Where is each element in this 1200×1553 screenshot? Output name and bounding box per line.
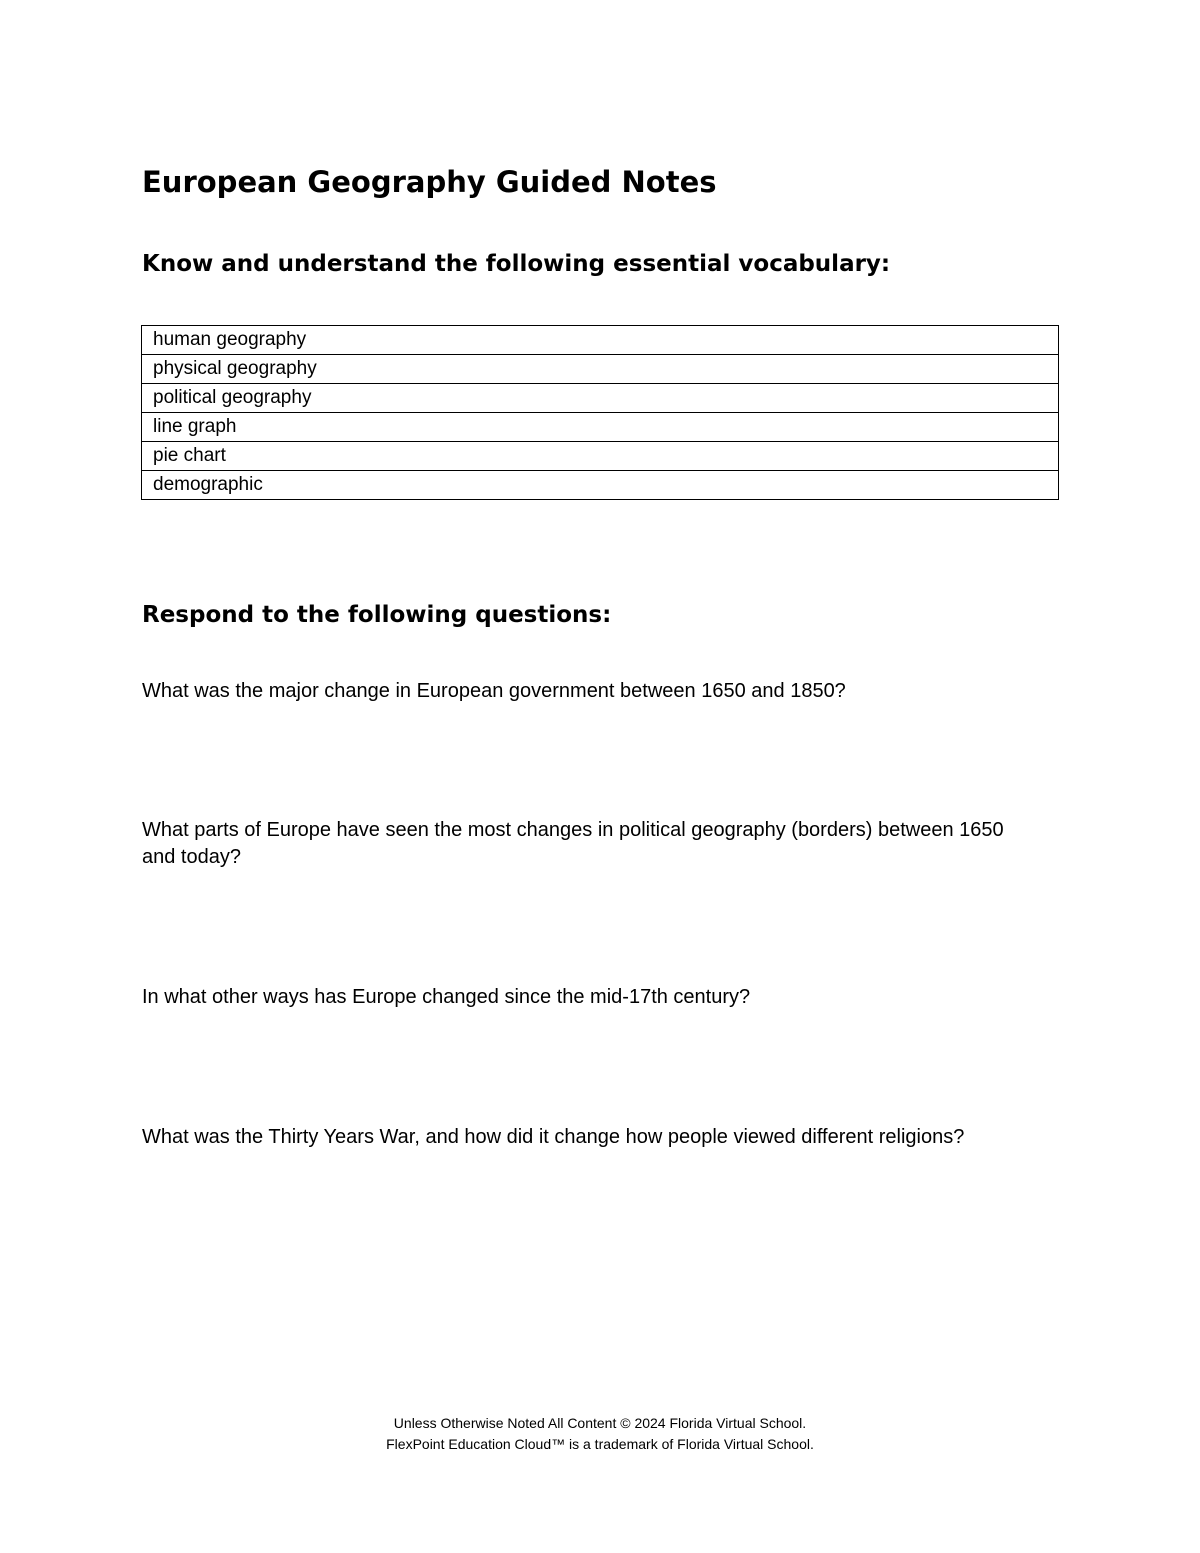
vocabulary-heading: Know and understand the following essential vocabulary: xyxy=(142,251,891,277)
page-title: European Geography Guided Notes xyxy=(142,165,717,199)
vocabulary-row xyxy=(142,471,1059,500)
question-2: What parts of Europe have seen the most changes in political geography (borders) between 1650 and today? xyxy=(142,819,1004,868)
vocabulary-row xyxy=(142,355,1059,384)
vocabulary-row xyxy=(142,442,1059,471)
vocabulary-term: human geography xyxy=(142,326,1059,355)
vocabulary-term: physical geography xyxy=(142,355,1059,384)
page-footer xyxy=(0,1413,1200,1455)
questions-heading: Respond to the following questions: xyxy=(142,602,612,628)
vocabulary-row xyxy=(142,384,1059,413)
footer-trademark: FlexPoint Education Cloud™ is a trademark of Florida Virtual School. xyxy=(386,1436,814,1452)
vocabulary-row xyxy=(142,413,1059,442)
vocabulary-row xyxy=(142,326,1059,355)
footer-copyright: Unless Otherwise Noted All Content © 2024 Florida Virtual School. xyxy=(393,1415,807,1431)
question-4: What was the Thirty Years War, and how did it change how people viewed different religions? xyxy=(142,1126,965,1148)
vocabulary-term: line graph xyxy=(142,413,1059,442)
vocabulary-term: pie chart xyxy=(142,442,1059,471)
vocabulary-term: political geography xyxy=(142,384,1059,413)
question-3: In what other ways has Europe changed since the mid-17th century? xyxy=(142,986,751,1008)
question-1: What was the major change in European government between 1650 and 1850? xyxy=(142,680,846,702)
vocabulary-term: demographic xyxy=(142,471,1059,500)
vocabulary-table xyxy=(141,325,1059,500)
